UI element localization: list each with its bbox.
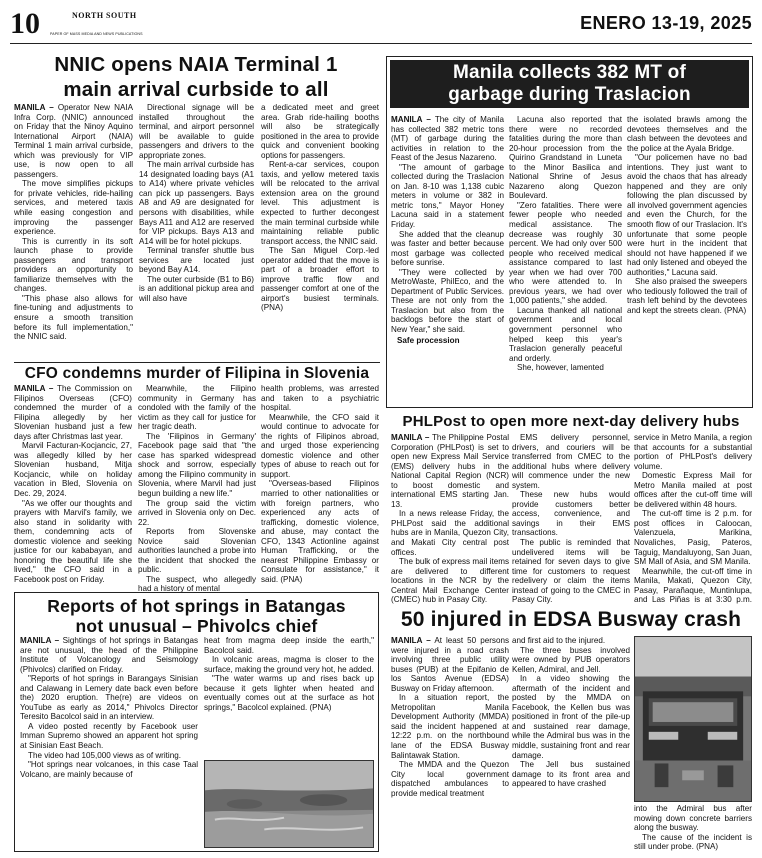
edsa-col-1: MANILA – At least 50 persons were injured in a road crash involving three public utility buses (PUB) at the Epifanio de los Santos Avenue (EDSA) Busway on Friday afternoon. In a situation report, the Metropolitan Manila Development Authority (MMDA) said the incident happened at 12:22 p.m. on the northbound lane of the EDSA Busway Balintawak Station. The MMDA and the Quezon City local government dispatched ambulances to provide medical treatment — [391, 636, 509, 798]
naia-headline: NNIC opens NAIA Terminal 1 main arrival curbside to all — [54, 53, 338, 101]
issue-date: ENERO 13-19, 2025 — [580, 13, 752, 33]
garbage-headline: Manila collects 382 MT of garbage during Traslacion — [448, 62, 691, 105]
cfo-col-2: Meanwhile, the Filipino community in Germany has condoled with the family of the victim as they call for justice for her tragic death. The 'Filipinos in Germany' Facebook page said that "the case has sparked widespread shock and sorrow, especially among the Filipino community in Slovenia, where Marvil had just begun building a new life." The group said the victim arrived in Slovenia only on Dec. 22. Reports from Slovenske Novice said Slovenian authorities launched a probe into the incident that shocked the public. The suspect, who allegedly had a history of mental — [138, 384, 256, 594]
phlpost-col-2: EMS delivery personnel, drivers, and couriers will be transferred from CMEC to the additional hubs where delivery will commence under the new system. These new hubs would provide customers better access, convenience, and savings in their EMS transactions. The public is reminded that undelivered items will be retained for seven days to give time for customers to request redelivery or claim the items instead of going to the CMEC in Pasay City. — [512, 433, 630, 605]
masthead — [10, 8, 752, 48]
edsa-col-3: into the Admiral bus after mowing down concrete barriers along the busway. The cause of the incident is still under probe. (PNA) — [634, 804, 752, 852]
cfo-col-1: MANILA – The Commission on Filipinos Overseas (CFO) condemned the murder of a Filipina allegedly by her Slovenian husband just a few days after Christmas last year. Marvil Facturan-Kocjancic, 27, was allegedly killed by her Slovenian husband, Mitja Kocjancic, while on holiday vacation in Bled, Slovenia on Dec. 29, 2024. "As we offer our thoughts and prayers with Marvil's family, we also stand in solidarity with them, condemning acts of domestic violence and seeking justice for our kababayan, and honoring the beautiful life she lived," the CFO said in a Facebook post on Friday. — [14, 384, 132, 584]
paper-logo — [50, 11, 160, 39]
phlpost-headline: PHLPost to open more next-day delivery hubs — [402, 413, 740, 430]
paper-name: NORTH SOUTH — [72, 11, 137, 20]
edsa-headline: 50 injured in EDSA Busway crash — [400, 608, 742, 631]
hotsprings-col-2: heat from magma deep inside the earth," Bacolcol said. In volcanic areas, magma is closer to the surface, making the ground very hot, he added. "The water warms up and rises back up because it gets lighter when heated and eventually comes out at the surface as hot springs," Bacolcol explained. (PNA) — [204, 636, 374, 712]
hotsprings-photo — [204, 760, 374, 848]
naia-col-3: a dedicated meet and greet area. Grab ride-hailing booths will also be strategically positioned in the area to provide quick and convenient booking options for passengers. Rent-a-car services, coupon taxis, and yellow metered taxis will be relocated to the arrival extension area on the ground level. This adjustment is expected to further decongest the main terminal curbside while maintaining reliable public transport access, the NNIC said. The San Miguel Corp.-led operator added that the move is part of a broader effort to improve traffic flow and passenger comfort at one of the airport's busiest terminals. (PNA) — [261, 103, 379, 313]
garbage-headline-banner — [390, 60, 749, 108]
paper-tagline: PAPER OF MASS MEDIA AND NEWS PUBLICATIONS — [50, 32, 143, 36]
naia-col-2: Directional signage will be installed throughout the terminal, and airport personnel will be available to guide passengers and drivers to the appropriate zones. The main arrival curbside has 14 designated loading bays (A1 to A14) where private vehicles can pick up passengers. Bays A8 and A9 are designated for persons with disabilities, while Bays A11 and A12 are reserved for VIP pickups. Bays A13 and A14 will be for hotel pickups. Terminal transfer shuttle bus services are located just beyond Bay A14. The outer curbside (B1 to B6) is an additional pickup area and will also have — [139, 103, 254, 303]
hotsprings-col-1: MANILA – Sightings of hot springs in Batangas are not unusual, the head of the Philippine Institute of Volcanology and Seismology (Phivolcs) clarified on Friday. "Reports of hot springs in Barangays Sinisian and Calawang in Lemery date back even before the) 2020 eruption. The(re) are videos on YouTube as early as 2014," Phivolcs Director Teresito Bacolcol said in an interview. A video posted recently by Facebook user Imman Supremo showed an apparent hot spring at Sinisian East Beach. The video had 105,000 views as of writing. "Hot springs near volcanoes, in this case Taal Volcano, are mainly because of — [20, 636, 198, 779]
phlpost-col-3: service in Metro Manila, a region that accounts for a substantial portion of PHLPost's delivery volume. Domestic Express Mail for Metro Manila mailed at post offices after the cut-off time will be delivered within 48 hours. The cut-off time is 2 p.m. for post offices in Caloocan, Valenzuela, Marikina, Novaliches, Pasig, Pateros, Taguig, Mandaluyong, San Juan, SM Mall of Asia, and SM Manila. Meanwhile, the cut-off time in Manila, Makati, Quezon City, Pasay, Parañaque, Muntinlupa, and Las Piñas is at 3:30 p.m. — [634, 433, 752, 605]
garbage-col-1: MANILA – The city of Manila has collected 382 metric tons (MT) of garbage during the activities in relation to the Feast of the Jesus Nazareno. "The amount of garbage collected during the Traslacion on Jan. 8-10 was 1,138 cubic meters in volume or 382 in metric tons," Mayor Honey Lacuna said in a statement Friday. She added that the cleanup was faster and better because most garbage was collected before sunrise. "They were collected by MetroWaste, PhilEco, and the Department of Public Services. These are not only from the Traslacion but also from the backlogs before the start of New Year," she said. Safe procession — [391, 115, 504, 345]
cfo-top-rule — [14, 362, 380, 363]
edsa-photo — [634, 636, 752, 802]
naia-col-1: MANILA – Operator New NAIA Infra Corp. (NNIC) announced on Friday that the Ninoy Aquino International Airport (NAIA) Terminal 1 main arrival curbside, which was previously for VIP use, is now open to all passengers. The move simplifies pickups for private vehicles, ride-hailing services, and metered taxis while easing congestion and improving the passenger experience. This is currently in its soft launch phase to provide passengers and transport providers an opportunity to familiarize themselves with the changes. "This phase also allows for fine-tuning and adjustments to ensure a smooth transition before its full implementation," the NNIC said. — [14, 103, 133, 342]
garbage-col-2: Lacuna also reported that there were no recorded fatalities during the more than 20-hour procession from the Quirino Grandstand in Luneta to the Minor Basilica and National Shrine of Jesus Nazareno along Quezon Boulevard. "Zero fatalities. There were fewer people who needed medical assistance. The decrease was roughly 30 percent. We had only over 500 people who received medical assistance compared to last year when we had over 700 who were attended to. In previous years, we had over 1,000 patients," she added. Lacuna thanked all national government and local government personnel who helped keep this year's Traslacion generally peaceful and orderly. She, however, lamented — [509, 115, 622, 373]
cfo-col-3: health problems, was arrested and taken to a psychiatric hospital. Meanwhile, the CFO said it would continue to advocate for the rights of Filipinos abroad, and urged those experiencing domestic violence and other types of abuse to reach out for support. "Overseas-based Filipinos married to other nationalities or with foreign partners, who experienced any acts of trafficking, domestic violence, and abuse, may contact the CFO, 1343 Actionline against Human Trafficking, or the nearest Philippine Embassy or Consulate for assistance," it said. (PNA) — [261, 384, 379, 584]
cfo-headline: CFO condemns murder of Filipina in Slovenia — [24, 365, 370, 382]
garbage-col-3: the isolated brawls among the devotees themselves and the clash between the devotees and the police at the Ayala Bridge. "Our policemen have no bad intentions. They just want to avoid the chaos that has already happened and they are only following the plan discussed by all involved government agencies and even the Church, for the smooth flow of our Traslacion. It's unfortunate that some people were hurt in the incident that should not have happened if we had only listened and obeyed the authorities," Lacuna said. She also praised the sweepers who tediously followed the trail of trash left behind by the devotees and kept the streets clean. (PNA) — [627, 115, 747, 315]
edsa-col-2: and first aid to the injured. The three buses involved were owned by PUB operators Kellen, Admiral, and Jell. In a video showing the aftermath of the incident and posted by the MMDA on Facebook, the Kellen bus was positioned in front of the pile-up and sustained rear damage, while the Admiral bus was in the middle, sustaining front and rear damage. The Jell bus sustained damage to its front area and appeared to have crashed — [512, 636, 630, 789]
page-number: 10 — [10, 7, 40, 40]
masthead-rule — [10, 43, 752, 44]
phlpost-col-1: MANILA – The Philippine Postal Corporation (PHLPost) is set to open new Express Mail Service (EMS) delivery hubs in the National Capital Region (NCR) to boost domestic and international EMS starting Jan. 13. In a news release Friday, the PHLPost said the additional hubs are in Manila, Quezon City, and Makati City central post offices. The bulk of express mail items are delivered to different locations in the NCR by the Central Mail Exchange Center (CMEC) hub in Pasay City. — [391, 433, 509, 605]
hotsprings-headline: Reports of hot springs in Batangas not unusual – Phivolcs chief — [47, 596, 346, 636]
garbage-subhead: Safe procession — [397, 335, 460, 345]
